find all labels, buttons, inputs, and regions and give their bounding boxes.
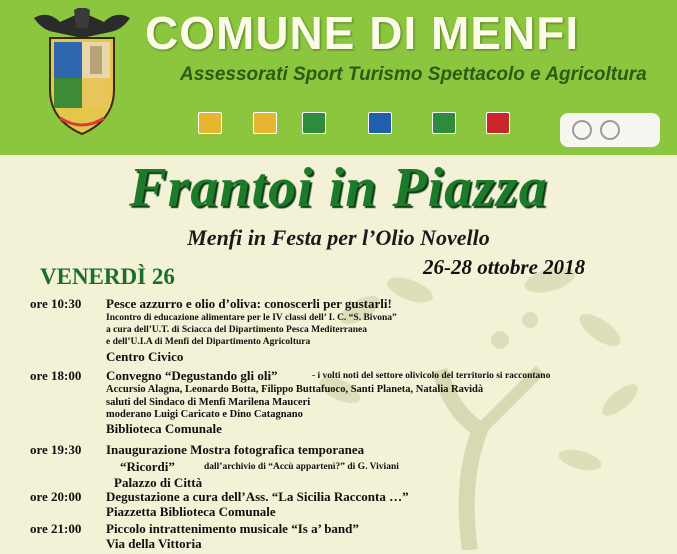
olive-tree-icon bbox=[300, 250, 660, 550]
day-heading: VENERDÌ 26 bbox=[40, 264, 175, 289]
coat-of-arms-icon bbox=[30, 8, 134, 140]
event-location: Piazzetta Biblioteca Comunale bbox=[106, 504, 276, 519]
event-detail: e dell’U.I.A di Menfi del Dipartimento Agricoltura bbox=[106, 337, 311, 347]
event-detail: - i volti noti del settore olivicolo del territorio si raccontano bbox=[312, 371, 551, 381]
sicily-region-logo-icon bbox=[486, 112, 510, 134]
blue-flag-logo-icon bbox=[368, 112, 392, 134]
event-time: ore 20:00 bbox=[30, 489, 82, 504]
event-detail: dall’archivio di “Accù appartenì?” di G. Viviani bbox=[204, 462, 399, 472]
event-detail: saluti del Sindaco di Menfi Marilena Mauceri bbox=[106, 397, 311, 408]
green-tree-logo-icon bbox=[302, 112, 326, 134]
event-detail: moderano Luigi Caricato e Dino Catagnano bbox=[106, 409, 303, 420]
event-time: ore 21:00 bbox=[30, 521, 82, 536]
header-subtitle: Assessorati Sport Turismo Spettacolo e Agricoltura bbox=[180, 64, 647, 85]
event-time: ore 10:30 bbox=[30, 296, 82, 311]
event-title: Pesce azzurro e olio d’oliva: conoscerli per gustarli! bbox=[106, 296, 392, 311]
event-subtitle: “Ricordi” bbox=[120, 459, 175, 474]
sicily-triskelion-logo-icon bbox=[198, 112, 222, 134]
event-title: Inaugurazione Mostra fotografica temporanea bbox=[106, 442, 365, 457]
event-title: Convegno “Degustando gli oli” bbox=[106, 368, 278, 383]
seal-icon bbox=[600, 120, 620, 140]
seal-icon bbox=[572, 120, 592, 140]
event-time: ore 19:30 bbox=[30, 442, 82, 457]
event-title: Frantoi in Piazza bbox=[129, 157, 548, 219]
event-dates: 26-28 ottobre 2018 bbox=[423, 255, 586, 279]
event-location: Palazzo di Città bbox=[114, 475, 203, 490]
green-leaf-logo-icon bbox=[432, 112, 456, 134]
event-detail: Incontro di educazione alimentare per le IV classi dell’ I. C. “S. Bivona” bbox=[106, 313, 397, 323]
sicily-triskelion-logo-icon bbox=[253, 112, 277, 134]
header-title: COMUNE DI MENFI bbox=[145, 7, 580, 59]
event-location: Centro Civico bbox=[106, 349, 184, 364]
event-location: Via della Vittoria bbox=[106, 536, 202, 551]
event-tagline: Menfi in Festa per l’Olio Novello bbox=[187, 225, 490, 250]
event-title: Piccolo intrattenimento musicale “Is a’ band” bbox=[106, 521, 359, 536]
event-title: Degustazione a cura dell’Ass. “La Sicilia Racconta …” bbox=[106, 489, 409, 504]
event-detail: a cura dell’U.T. di Sciacca del Dipartimento Pesca Mediterranea bbox=[106, 325, 368, 335]
header-band bbox=[0, 0, 677, 155]
partner-badges bbox=[560, 113, 660, 147]
event-location: Biblioteca Comunale bbox=[106, 421, 222, 436]
event-time: ore 18:00 bbox=[30, 368, 82, 383]
event-detail: Accursio Alagna, Leonardo Botta, Filippo Buttafuoco, Santi Planeta, Natalia Ravidà bbox=[106, 384, 484, 395]
